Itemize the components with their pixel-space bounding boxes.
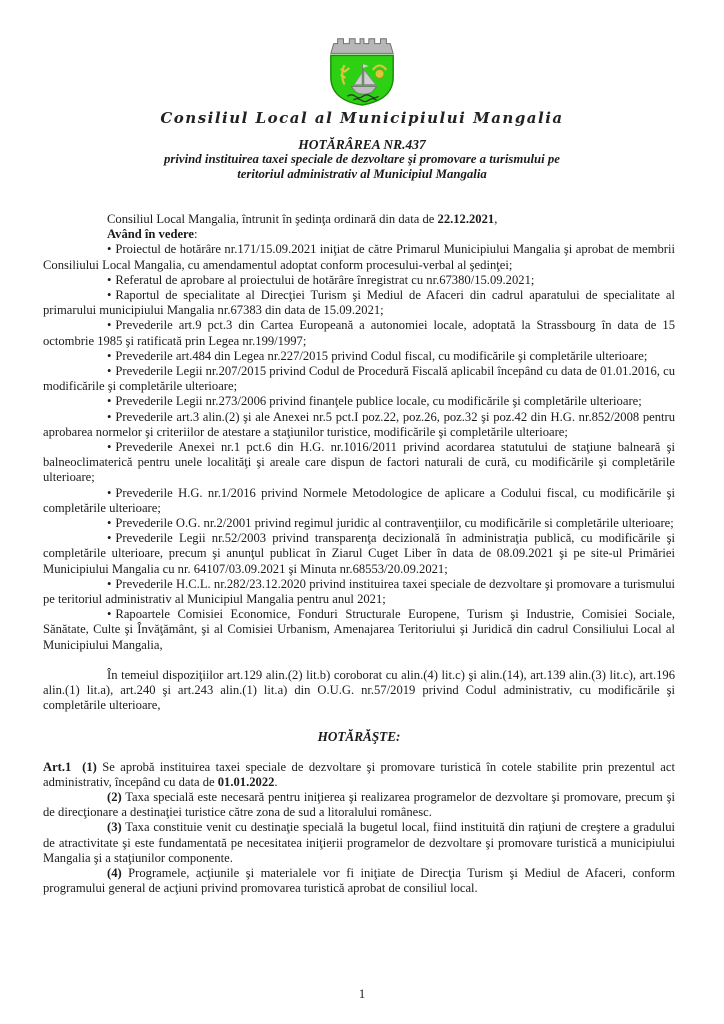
session-date: 22.12.2021 <box>437 212 495 226</box>
article-text-end: . <box>274 774 278 789</box>
article-label: Art.1 (1) <box>43 759 97 774</box>
bullet-icon: • <box>107 318 112 333</box>
bullet-icon: • <box>107 364 112 379</box>
bullet-icon: • <box>107 288 112 303</box>
recital-text: Prevederile Legii nr.52/2003 privind transparenţa decizională în administraţia publică, cu modificările şi completările ulterioare, precum şi anunţul publicat în Ziarul Cuget Liber în data de 08.09.2021 şi pe site-ul Primăriei Municipiului Mangalia cu nr. 64107/03.09.2021 şi Minuta nr.68553/20.09.2021; <box>43 531 675 576</box>
document-subtitle-line2: teritoriul administrativ al Municipiul Mangalia <box>237 166 487 181</box>
recital-text: Prevederile art.484 din Legea nr.227/2015 privind Codul fiscal, cu modificările şi completările ulterioare; <box>115 348 648 363</box>
recital-item <box>43 607 675 653</box>
article-4-paragraph <box>43 866 675 896</box>
recital-item <box>43 410 675 440</box>
recital-item <box>43 364 675 394</box>
article-text: Taxa specială este necesară pentru iniţierea şi realizarea programelor de dezvoltare şi promovare, precum şi de direcţionare a destinaţiei turistice către zona de sud a litoralului românesc. <box>43 789 675 820</box>
article-text: Taxa constituie venit cu destinaţie specială la bugetul local, fiind instituită din raţiuni de creştere a gradului de atractivitate şi este fundamentată pe necesitatea iniţierii programelor de dezvoltare şi promovare turistică a municipiului Mangalia şi a staţiunilor componente. <box>43 820 675 865</box>
recital-text: Proiectul de hotărâre nr.171/15.09.2021 iniţiat de către Primarul Municipiului Mangalia şi aprobat de membrii Consiliului Local Mangalia, cu amendamentul adoptat conform procesului-verbal al şedinţei; <box>43 242 675 272</box>
bullet-icon: • <box>107 485 112 500</box>
article-2-paragraph <box>43 790 675 820</box>
article-label: (3) <box>107 820 122 835</box>
bullet-icon: • <box>107 409 112 424</box>
recital-item <box>43 242 675 272</box>
recital-item <box>43 273 675 288</box>
recital-item <box>43 318 675 348</box>
mural-crown-icon <box>331 39 393 54</box>
recital-text: Prevederile art.3 alin.(2) şi ale Anexei nr.5 pct.I poz.22, poz.26, poz.32 şi poz.42 din H.G. nr.852/2008 pentru aprobarea normelor şi criteriilor de atestare a staţiunilor turistice, modificările şi completările ulterioare; <box>43 409 675 439</box>
having-regard-colon: : <box>194 227 198 242</box>
recital-text: Rapoartele Comisiei Economice, Fonduri Structurale Europene, Turism şi Industrie, Comisiei Sociale, Sănătate, Culte şi Învăţământ, şi al Comisiei Urbanism, Amenajarea Teritoriului şi Juridică din cadrul Consiliului Local al Municipiului Mangalia, <box>43 607 675 652</box>
having-regard-label: Având în vedere <box>107 227 194 242</box>
document-title: HOTĂRÂREA NR.437 <box>298 137 426 152</box>
effective-date: 01.01.2022 <box>217 774 275 789</box>
preamble-text: Consiliul Local Mangalia, întrunit în şedinţa ordinară din data de <box>107 212 438 226</box>
page-number: 1 <box>358 987 366 1001</box>
recital-item <box>43 349 675 364</box>
recital-text: Prevederile Anexei nr.1 pct.6 din H.G. nr.1016/2011 privind acordarea statutului de staţiune balneară şi balneoclimaterică pentru unele localităţi şi areale care dispun de factori naturali de cură, cu modificările şi completările ulterioare; <box>43 440 675 485</box>
recital-text: Prevederile H.G. nr.1/2016 privind Normele Metodologice de aplicare a Codului fiscal, cu modificările şi completările ulterioare; <box>43 485 675 515</box>
article-label: (4) <box>107 865 122 880</box>
recital-item <box>43 531 675 577</box>
legal-basis-paragraph: În temeiul dispoziţiilor art.129 alin.(2) lit.b) coroborat cu alin.(4) lit.c) şi alin.(14), art.139 alin.(3) lit.c), art.196 alin.(1) lit.a), art.240 şi art.243 alin.(1) lit.a) din O.U.G. nr.57/2019 privind Codul administrativ, cu modificările şi completările ulterioare, <box>43 667 675 713</box>
recital-text: Prevederile Legii nr.207/2015 privind Codul de Procedură Fiscală aplicabil începând cu data de 01.01.2016, cu modificările şi completările ulterioare; <box>43 364 675 394</box>
article-label: (2) <box>107 789 122 804</box>
bull-head-icon <box>375 69 384 78</box>
recital-item <box>43 394 675 409</box>
recital-item <box>43 516 675 531</box>
recital-text: Referatul de aprobare al proiectului de hotărâre înregistrat cu nr.67380/15.09.2021; <box>115 272 535 287</box>
bullet-icon: • <box>107 348 112 363</box>
document-subtitle-line1: privind instituirea taxei speciale de dezvoltare şi promovare a turismului pe <box>164 152 560 166</box>
having-regard-line <box>43 227 675 242</box>
recital-item <box>43 577 675 607</box>
recital-item <box>43 486 675 516</box>
decision-heading: HOTĂRĂŞTE: <box>317 728 401 744</box>
document-body <box>0 181 724 896</box>
recital-item <box>43 440 675 486</box>
org-name: Consiliul Local al Municipiului Mangalia <box>160 109 564 127</box>
recital-text: Prevederile Legii nr.273/2006 privind finanţele publice locale, cu modificările şi completările ulterioare; <box>115 394 642 409</box>
bullet-icon: • <box>107 242 112 257</box>
coat-of-arms <box>318 30 406 106</box>
bullet-icon: • <box>107 272 112 287</box>
recital-item <box>43 288 675 318</box>
bullet-icon: • <box>107 394 112 409</box>
article-text: Programele, acţiunile şi materialele vor fi iniţiate de Direcţia Turism şi Mediul de Afaceri, conform programului general de acţiuni privind promovarea turistică aprobat de consiliul local. <box>43 865 675 896</box>
document-header <box>0 0 724 181</box>
recital-text: Prevederile O.G. nr.2/2001 privind regimul juridic al contravenţiilor, cu modificările si completările ulterioare; <box>115 516 674 531</box>
bullet-icon: • <box>107 440 112 455</box>
bullet-icon: • <box>107 576 112 591</box>
recital-text: Raportul de specialitate al Direcţiei Turism şi Mediul de Afaceri din cadrul aparatului de specialitate al primarului municipiului Mangalia nr.67383 din data de 15.09.2021; <box>43 288 675 318</box>
preamble-paragraph <box>43 212 675 227</box>
article-text: Se aprobă instituirea taxei speciale de dezvoltare şi promovare turistică în cotele stabilite prin prezentul act administrativ, începând cu data de <box>43 759 675 789</box>
recital-text: Prevederile art.9 pct.3 din Cartea Europeană a autonomiei locale, adoptată la Strassbourg în data de 15 octombrie 1985 şi ratificată prin Legea nr.199/1997; <box>43 318 675 348</box>
preamble-text-end: , <box>494 212 498 226</box>
article-3-paragraph <box>43 820 675 866</box>
bullet-icon: • <box>107 516 112 531</box>
bullet-icon: • <box>107 607 112 622</box>
bullet-icon: • <box>107 531 112 546</box>
recital-text: Prevederile H.C.L. nr.282/23.12.2020 privind instituirea taxei speciale de dezvoltare şi promovare a turismului pe teritoriul administrativ al Municipiul Mangalia pentru anul 2021; <box>43 576 675 607</box>
article-1-paragraph <box>43 760 675 790</box>
page-footer <box>0 987 724 1002</box>
